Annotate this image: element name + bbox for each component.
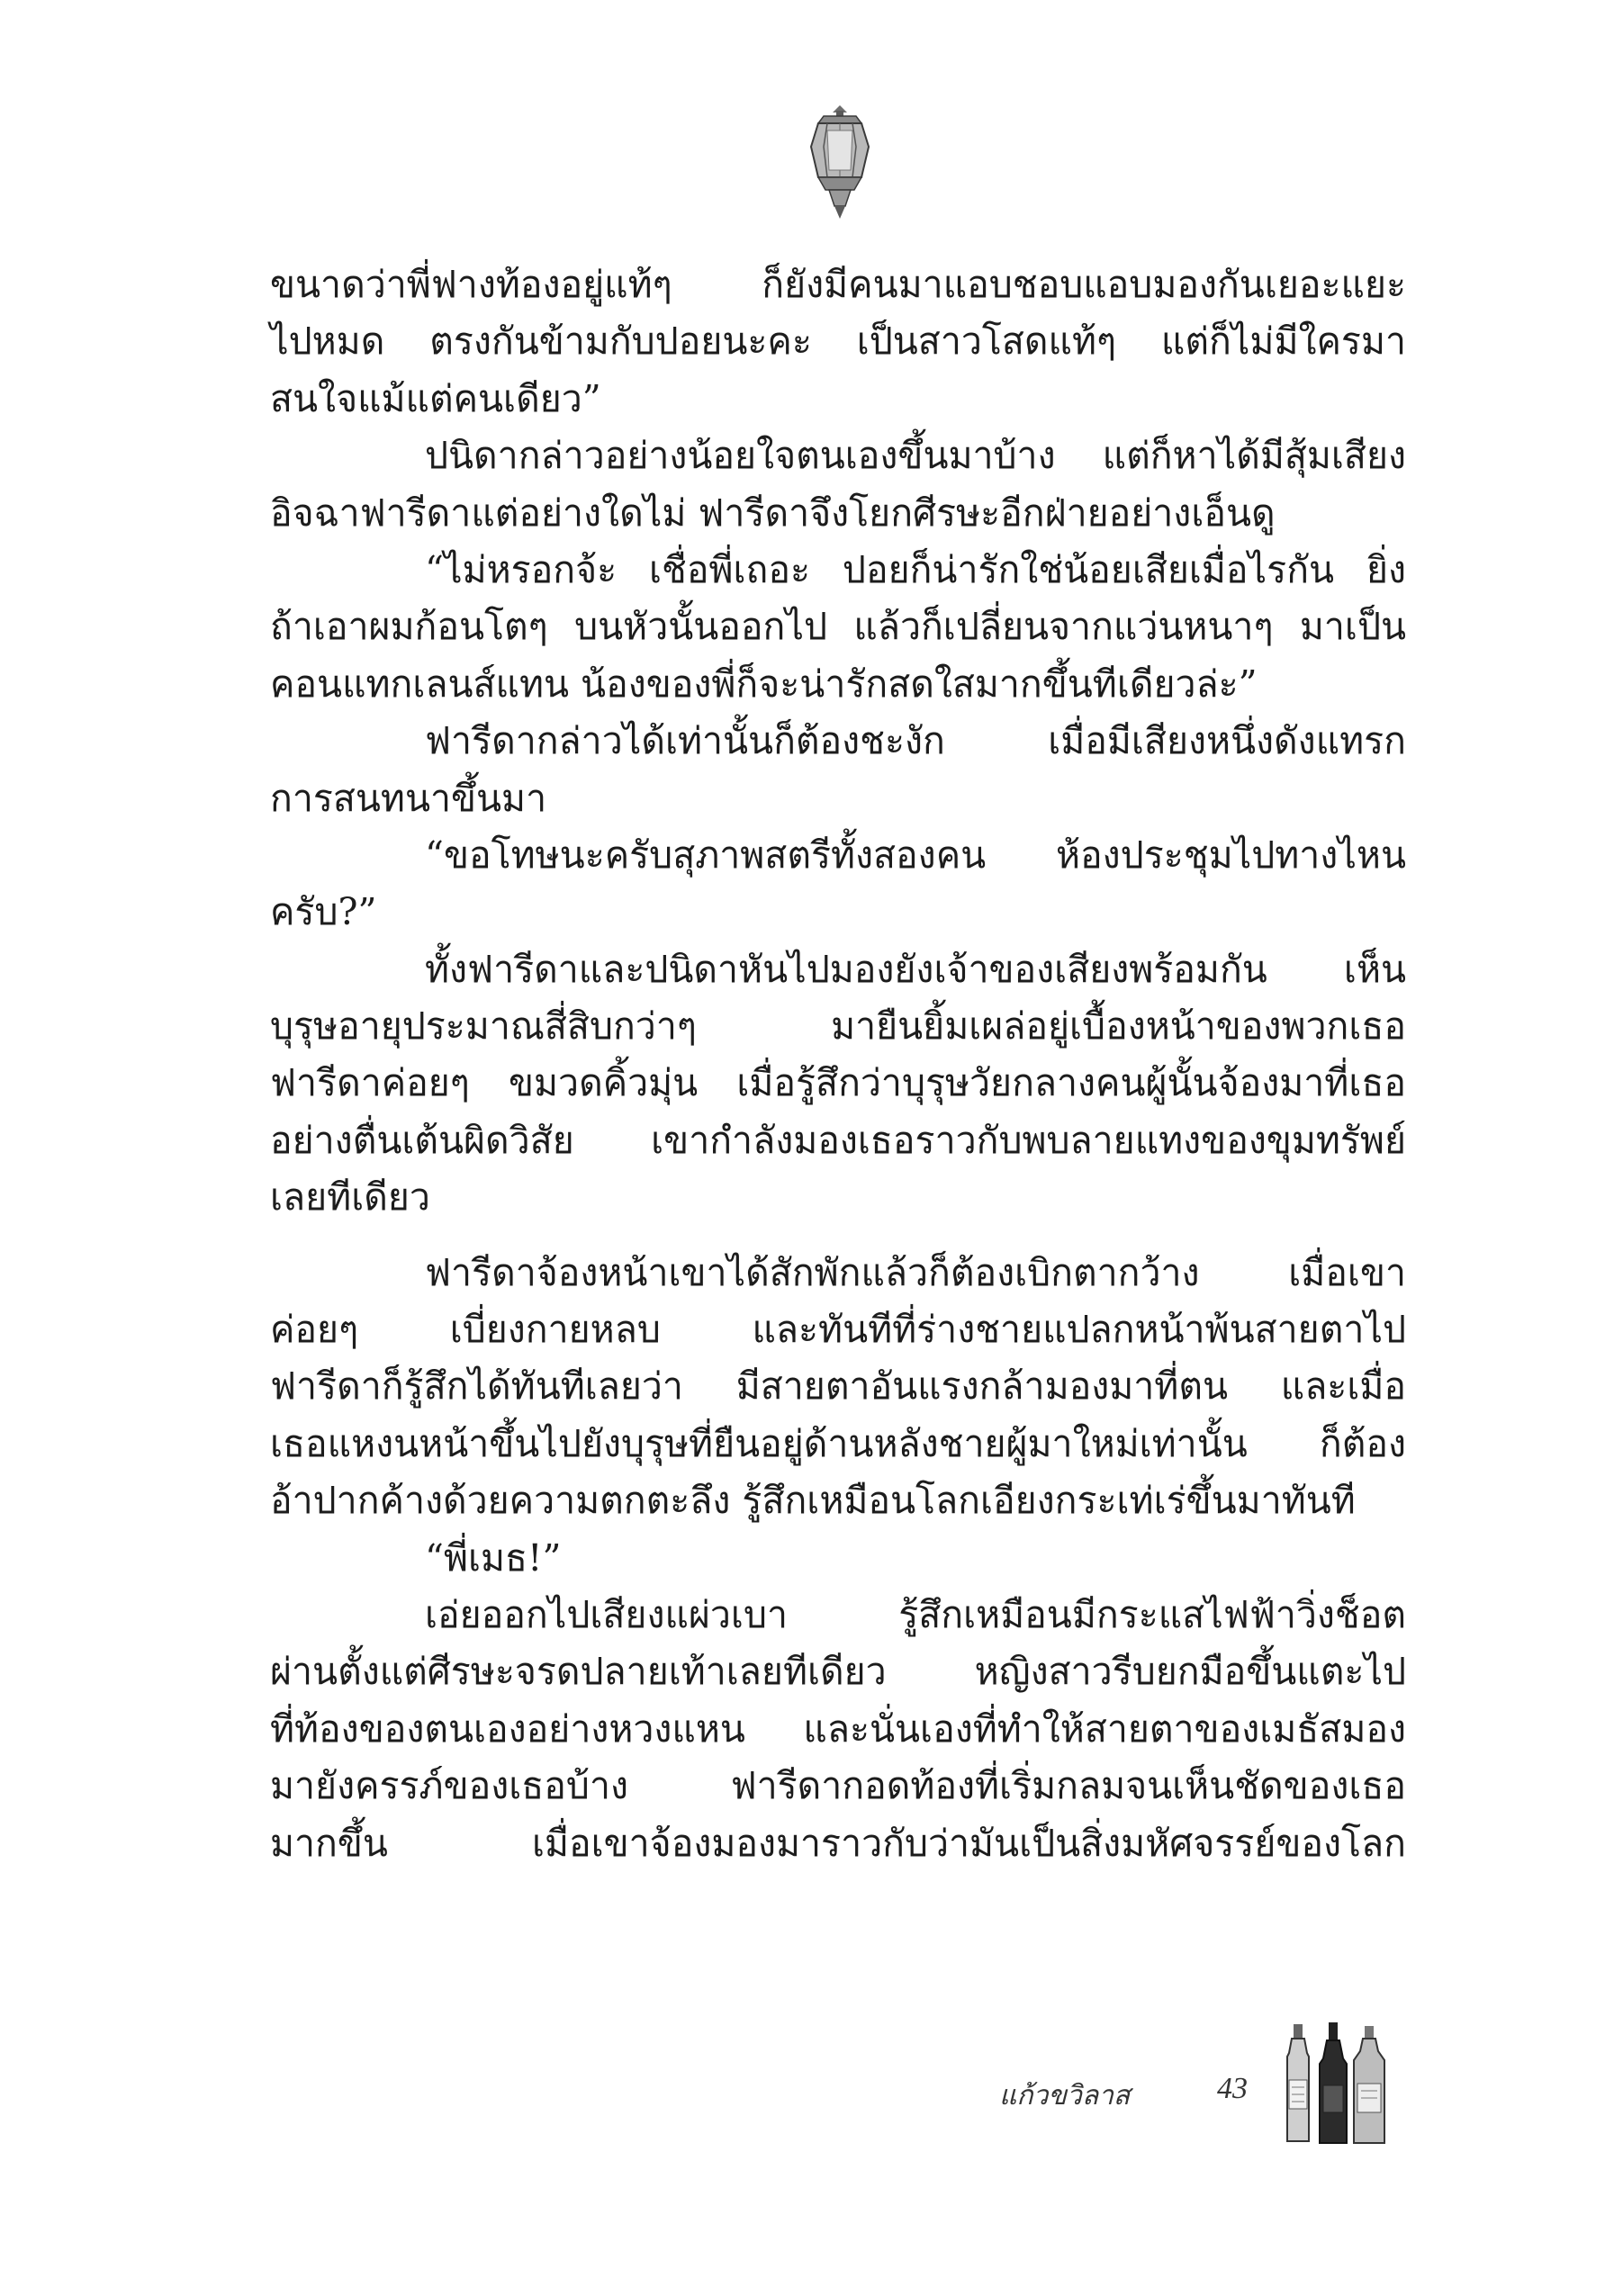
text-line: “ไม่หรอกจ้ะ เชื่อพี่เถอะ ปอยก็น่ารักใช่น้อยเสียเมื่อไรกัน ยิ่ง	[425, 547, 1406, 591]
text-line: ค่อยๆ เบี่ยงกายหลบ และทันทีที่ร่างชายแปลกหน้าพ้นสายตาไป	[270, 1308, 1406, 1352]
text-line: ไปหมด ตรงกันข้ามกับปอยนะคะ เป็นสาวโสดแท้ๆ แต่ก็ไม่มีใครมา	[270, 320, 1406, 364]
text-line: ปนิดากล่าวอย่างน้อยใจตนเองขึ้นมาบ้าง แต่ก็หาได้มีสุ้มเสียง	[425, 434, 1406, 478]
lantern-icon	[806, 104, 874, 221]
text-line: “ขอโทษนะครับสุภาพสตรีทั้งสองคน ห้องประชุมไปทางไหน	[425, 833, 1406, 877]
text-line: ครับ?”	[270, 890, 377, 934]
text-line: “พี่เมธ!”	[425, 1535, 562, 1580]
text-line: มายังครรภ์ของเธอบ้าง ฟารีดากอดท้องที่เริ่มกลมจนเห็นชัดของเธอ	[270, 1764, 1406, 1808]
text-line: ฟารีดากล่าวได้เท่านั้นก็ต้องชะงัก เมื่อมีเสียงหนึ่งดังแทรก	[425, 719, 1406, 763]
text-line: อิจฉาฟารีดาแต่อย่างใดไม่ ฟารีดาจึงโยกศีรษะอีกฝ่ายอย่างเอ็นดู	[270, 491, 1276, 535]
text-line: ฟารีดาค่อยๆ ขมวดคิ้วมุ่น เมื่อรู้สึกว่าบุรุษวัยกลางคนผู้นั้นจ้องมาที่เธอ	[270, 1061, 1406, 1105]
text-line: ที่ท้องของตนเองอย่างหวงแหน และนั่นเองที่ทำให้สายตาของเมธัสมอง	[270, 1706, 1406, 1751]
text-line: มากขึ้น เมื่อเขาจ้องมองมาราวกับว่ามันเป็นสิ่งมหัศจรรย์ของโลก	[270, 1821, 1406, 1865]
text-line: ผ่านตั้งแต่ศีรษะจรดปลายเท้าเลยทีเดียว หญิงสาวรีบยกมือขึ้นแตะไป	[270, 1650, 1406, 1694]
text-line: อย่างตื่นเต้นผิดวิสัย เขากำลังมองเธอราวกับพบลายแทงของขุมทรัพย์	[270, 1118, 1406, 1162]
text-line: ฟารีดาก็รู้สึกได้ทันทีเลยว่า มีสายตาอันแรงกล้ามองมาที่ตน และเมื่อ	[270, 1364, 1406, 1409]
bottles-icon	[1278, 2021, 1391, 2147]
book-title: แก้วขวิลาส	[999, 2080, 1131, 2111]
text-line: สนใจแม้แต่คนเดียว”	[270, 376, 601, 420]
text-line: เธอแหงนหน้าขึ้นไปยังบุรุษที่ยืนอยู่ด้านหลังชายผู้มาใหม่เท่านั้น ก็ต้อง	[270, 1421, 1406, 1465]
text-line: ฟารีดาจ้องหน้าเขาได้สักพักแล้วก็ต้องเบิกตากว้าง เมื่อเขา	[425, 1250, 1406, 1294]
text-line: อ้าปากค้างด้วยความตกตะลึง รู้สึกเหมือนโลกเอียงกระเท่เร่ขึ้นมาทันที	[270, 1479, 1356, 1523]
text-line: ถ้าเอาผมก้อนโตๆ บนหัวนั้นออกไป แล้วก็เปลี่ยนจากแว่นหนาๆ มาเป็น	[270, 605, 1406, 649]
text-line: ทั้งฟารีดาและปนิดาหันไปมองยังเจ้าของเสียงพร้อมกัน เห็น	[425, 947, 1406, 991]
text-line: บุรุษอายุประมาณสี่สิบกว่าๆ มายืนยิ้มเผล่อยู่เบื้องหน้าของพวกเธอ	[270, 1004, 1406, 1049]
paragraph-gap	[270, 1227, 1406, 1245]
text-line: การสนทนาขึ้นมา	[270, 776, 547, 820]
body-text	[270, 257, 1406, 1872]
text-line: เอ่ยออกไปเสียงแผ่วเบา รู้สึกเหมือนมีกระแสไฟฟ้าวิ่งช็อต	[425, 1592, 1406, 1636]
text-line: ขนาดว่าพี่ฟางท้องอยู่แท้ๆ ก็ยังมีคนมาแอบชอบแอบมองกันเยอะแยะ	[270, 263, 1406, 306]
text-line: เลยทีเดียว	[270, 1175, 430, 1220]
text-line: คอนแทกเลนส์แทน น้องของพี่ก็จะน่ารักสดใสมากขึ้นทีเดียวล่ะ”	[270, 662, 1258, 706]
page-number: 43	[1217, 2072, 1248, 2105]
